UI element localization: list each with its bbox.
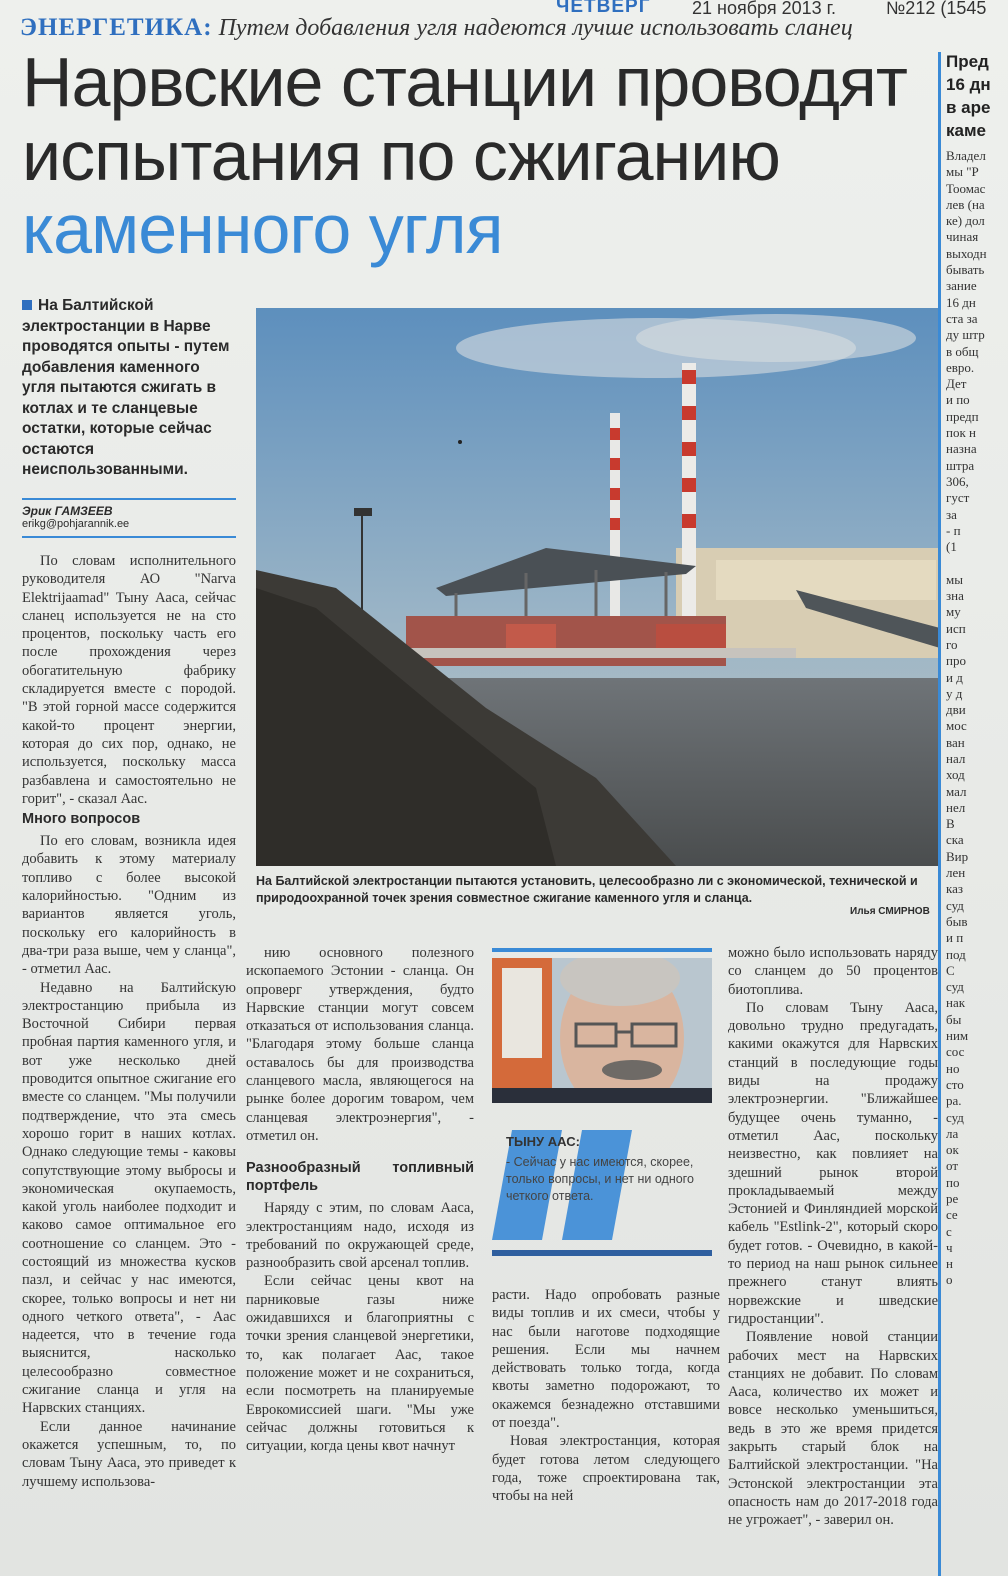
- pull-quote: [492, 1130, 712, 1252]
- adjacent-title-line: Пред: [946, 52, 989, 71]
- col4-paragraph-2: По словам Тыну Ааса, довольно трудно предугадать, какими окажутся для Нарвских станций в последующие годы виды на продажу электроэнергии. "Ближайшее будущее очень туманно, - отметил Аас, поскольку неизвестно, как повлияет на здешний рынок второй прокладываемый между Эстонией и Финляндией морской кабель "Estlink-2", который скоро будет готов. - Очевидно, в какой-то период на наш рынок сильнее прежнего станут влиять норвежские и шведские гидростанции".: [728, 999, 938, 1327]
- adjacent-article-text: [946, 148, 1008, 1289]
- adjacent-text-line: о: [946, 1272, 953, 1288]
- author-rule-top: [22, 498, 236, 500]
- adjacent-text-line: бывать: [946, 262, 985, 278]
- adjacent-text-line: бы: [946, 1011, 962, 1027]
- adjacent-text-line: и по: [946, 392, 970, 408]
- adjacent-text-line: лев (на: [946, 196, 985, 212]
- adjacent-text-line: под: [946, 946, 966, 962]
- adjacent-text-line: ван: [946, 734, 965, 750]
- col2-paragraph-2: Наряду с этим, по словам Ааса, электростанциям надо, исходя из требований по окружающей среде, разнообразить свой арсенал топлив.: [246, 1200, 474, 1272]
- adjacent-text-line: мос: [946, 718, 967, 734]
- adjacent-text-line: ход: [946, 767, 965, 783]
- adjacent-text-line: евро.: [946, 359, 975, 375]
- adjacent-text-line: сос: [946, 1044, 965, 1060]
- adjacent-text-line: выходн: [946, 245, 987, 261]
- adjacent-text-line: нел: [946, 799, 966, 815]
- adjacent-text-line: ра.: [946, 1093, 962, 1109]
- quote-text: - Сейчас у нас имеются, скорее, только вопросы, и нет ни одного четкого ответа.: [506, 1155, 694, 1203]
- author-rule-bottom: [22, 536, 236, 538]
- adjacent-text-line: ду штр: [946, 327, 985, 343]
- adjacent-text-line: лен: [946, 865, 966, 881]
- col1-paragraph-1: По словам исполнительного руководителя АО "Narva Elektrijaamad" Тыну Ааса, сейчас сланец используется не на сто процентов, поскольку часть его после прохождения через обогатительную фабрику складируется вместе с породой. "В этой горной массе содержится какой-то процент энергии, которая до сих пор, однако, не используется, поскольку масса разбавлена и самостоятельно не горит", - сказал Аас.: [22, 553, 236, 807]
- col2-subheading: Разнообразный топливный портфель: [246, 1160, 474, 1195]
- lead-text: На Балтийской электростанции в Нарве проводятся опыты - путем добавления каменного угля пытаются сжигать в котлах и те сланцевые остатки, которые сейчас остаются неиспользованными.: [22, 297, 230, 478]
- adjacent-text-line: пок н: [946, 425, 976, 441]
- header-day: ЧЕТВЕРГ: [556, 0, 651, 17]
- headline-line-1: Нарвские станции проводят: [22, 43, 907, 121]
- adjacent-text-line: ста за: [946, 310, 978, 326]
- header-date: 21 ноября 2013 г.: [692, 0, 836, 18]
- adjacent-text-line: нал: [946, 750, 966, 766]
- power-plant-illustration: [256, 308, 940, 866]
- col2-paragraph-3: Если сейчас цены квот на парниковые газы ниже ожидавшихся и благоприятны с точки зрения сланцевой энергетики, то, как полагает Аас, такое положение может и не сохраниться, если посмотреть на планируемые Еврокомиссией шаги. "Мы уже сейчас должны готовиться к ситуации, когда цены квот начнут: [246, 1273, 474, 1455]
- col3-paragraph-1: расти. Надо опробовать разные виды топлив и их смеси, чтобы у нас были наготове подходящие решения. Если мы начнем действовать только тогда, когда квоты заметно подорожают, то окажемся безнадежно отставшими от поезда".: [492, 1287, 720, 1432]
- text-column-4: [728, 944, 938, 1530]
- headline-line-3: каменного угля: [22, 190, 503, 268]
- adjacent-text-line: ок: [946, 1142, 959, 1158]
- adjacent-title-line: в аре: [946, 98, 991, 117]
- adjacent-text-line: сто: [946, 1076, 964, 1092]
- adjacent-text-line: про: [946, 653, 966, 669]
- adjacent-text-line: Дет: [946, 376, 967, 392]
- adjacent-text-line: н: [946, 1256, 953, 1272]
- kicker-subtitle: Путем добавления угля надеются лучше использовать сланец: [218, 15, 853, 41]
- column-divider: [938, 52, 941, 1576]
- adjacent-text-line: се: [946, 1207, 958, 1223]
- adjacent-title-line: каме: [946, 121, 986, 140]
- adjacent-text-line: мы: [946, 571, 963, 587]
- adjacent-text-line: быв: [946, 913, 968, 929]
- adjacent-text-line: исп: [946, 620, 966, 636]
- rubric-label: ЭНЕРГЕТИКА:: [20, 14, 213, 41]
- adjacent-text-line: (1: [946, 539, 957, 555]
- adjacent-text-line: но: [946, 1060, 960, 1076]
- portrait-illustration: [492, 958, 712, 1103]
- tynu-aas-portrait: [492, 958, 712, 1103]
- text-column-2: [246, 944, 474, 1455]
- photo-caption: На Балтийской электростанции пытаются установить, целесообразно ли с экономической, технической и природоохранной точек зрения совместное сжигание каменного угля и сланца.: [256, 874, 918, 905]
- adjacent-text-line: Владел: [946, 148, 986, 163]
- photo-credit: Илья СМИРНОВ: [850, 906, 930, 917]
- adjacent-text-line: в общ: [946, 343, 979, 359]
- text-column-3: [492, 1286, 720, 1506]
- adjacent-title-line: 16 дн: [946, 75, 991, 94]
- adjacent-text-line: от: [946, 1158, 959, 1174]
- adjacent-text-line: С: [946, 962, 955, 978]
- col1-paragraph-3: Недавно на Балтийскую электростанцию прибыла из Восточной Сибири первая пробная партия каменного угля, и вот уже несколько дней проводится опытное сжигание его вместе со сланцем. "Мы получили подтверждение, что эта смесь хорошо горит в наших котлах. Однако следующие темы - каковы сопутствующие этому выбросы и экономическая окупаемость, какой уголь наиболее подходит и каково самое оптимальное его соотношение со сланцем. Это - состоящий из множества кусков пазл, и сейчас у нас имеются, скорее, только вопросы и нет ни одного четкого ответа", - Аас надеется, что в течение года выяснится, насколько целесообразно совместное сжигание сланца и угля на Нарвских станциях.: [22, 979, 236, 1417]
- adjacent-text-line: суд: [946, 1109, 964, 1125]
- adjacent-text-line: нак: [946, 995, 966, 1011]
- adjacent-text-line: 16 дн: [946, 294, 976, 310]
- adjacent-text-line: за: [946, 506, 957, 522]
- col4-paragraph-1: можно было использовать наряду со сланцем до 50 процентов биотоплива.: [728, 945, 938, 998]
- adjacent-text-line: зание: [946, 278, 977, 294]
- adjacent-text-line: ним: [946, 1028, 969, 1044]
- adjacent-article-title: [946, 50, 1008, 142]
- adjacent-text-line: по: [946, 1174, 960, 1190]
- adjacent-text-line: ке) дол: [946, 213, 985, 229]
- adjacent-text-line: у д: [946, 685, 963, 701]
- article-kicker: [20, 14, 925, 42]
- adjacent-text-line: зна: [946, 588, 964, 604]
- adjacent-text-line: ре: [946, 1191, 959, 1206]
- adjacent-text-line: мы "Р: [946, 164, 979, 180]
- adjacent-text-line: суд: [946, 897, 964, 913]
- adjacent-text-line: 306,: [946, 473, 969, 489]
- adjacent-text-line: [946, 555, 1008, 571]
- text-column-1: [22, 552, 236, 1491]
- adjacent-text-line: ч: [946, 1239, 953, 1255]
- adjacent-text-line: с: [946, 1223, 952, 1239]
- col1-subheading: Много вопросов: [22, 811, 141, 828]
- lead-square-icon: [22, 300, 32, 310]
- adjacent-text-line: и п: [946, 930, 964, 946]
- adjacent-text-line: В: [946, 816, 955, 832]
- adjacent-text-line: го: [946, 636, 958, 652]
- adjacent-text-line: предп: [946, 408, 979, 424]
- article-headline: [22, 43, 922, 268]
- adjacent-text-line: каз: [946, 881, 964, 897]
- adjacent-text-line: ска: [946, 832, 964, 848]
- adjacent-article-fragment: [946, 50, 1008, 1576]
- adjacent-text-line: Вир: [946, 848, 969, 864]
- power-plant-photo: [256, 308, 940, 866]
- adjacent-text-line: му: [946, 604, 961, 620]
- adjacent-text-line: мал: [946, 783, 967, 799]
- col1-paragraph-2: По его словам, возникла идея добавить к этому материалу топливо с более высокой калорийностью. "Одним из вариантов является уголь, поскольку его калорийность в два-три раза выше, чем у сланца", - отметил Аас.: [22, 833, 236, 978]
- adjacent-text-line: ла: [946, 1125, 959, 1141]
- adjacent-text-line: дви: [946, 702, 966, 718]
- adjacent-text-line: чиная: [946, 229, 979, 245]
- quote-rule-top: [492, 948, 712, 952]
- adjacent-text-line: и д: [946, 669, 963, 685]
- col2-paragraph-1: нию основного полезного ископаемого Эстонии - сланца. Он опроверг утверждения, будто Нарвские станции могут совсем отказаться от использования сланца. "Благодаря этому больше сланца оставалось бы для производства сланцевого масла, являющегося на рынке более дорогим товаром, чем сланцевая электроэнергия", - отметил он.: [246, 945, 474, 1144]
- quote-rule-bottom: [492, 1250, 712, 1256]
- headline-line-2: испытания по сжиганию: [22, 116, 780, 195]
- adjacent-text-line: Тоомас: [946, 180, 986, 196]
- adjacent-text-line: суд: [946, 979, 964, 995]
- author-email: erikg@pohjarannik.ee: [22, 518, 130, 530]
- author-name: Эрик ГАМЗЕЕВ: [22, 504, 113, 518]
- quote-speaker: ТЫНУ ААС:: [506, 1134, 580, 1149]
- col4-paragraph-3: Появление новой станции рабочих мест на Нарвских станциях не добавит. По словам Ааса, количество их может и вовсе несколько уменьшиться, ведь в это же время придется закрыть старый блок на Балтийской электростанции. "На Эстонской электростанции эта опасность нам до 2017-2018 года не угрожает", - заверил он.: [728, 1329, 938, 1529]
- adjacent-text-line: назна: [946, 441, 977, 457]
- col3-paragraph-2: Новая электростанция, которая будет готова летом следующего года, тоже спроектирована так, чтобы на ней: [492, 1433, 720, 1505]
- adjacent-text-line: - п: [946, 522, 961, 538]
- header-issue-number: №212 (1545: [886, 0, 987, 18]
- adjacent-text-line: штра: [946, 457, 975, 473]
- col1-paragraph-4: Если данное начинание окажется успешным, то, по словам Тыну Ааса, это приведет к лучшему использова-: [22, 1418, 236, 1490]
- article-lead: [22, 296, 237, 481]
- adjacent-text-line: густ: [946, 490, 970, 506]
